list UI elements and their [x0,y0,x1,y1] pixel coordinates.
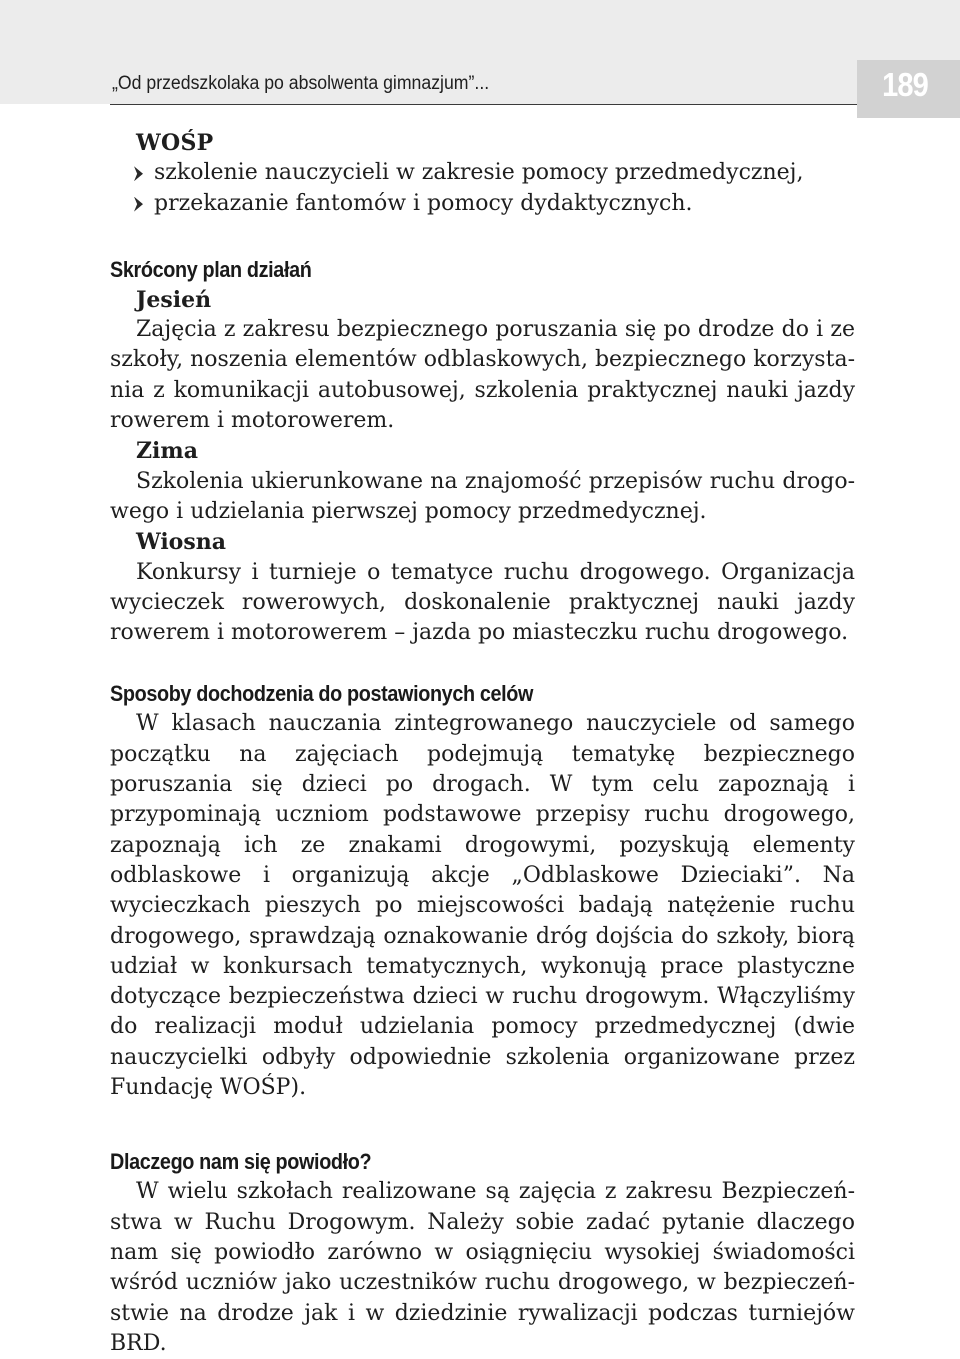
winter-text: Szkolenia ukierunkowane na znajomość przepisów ruchu drogowego i udzielania pierwszej pomocy przedmedycznej. [110,468,855,524]
spring-title: Wiosna [136,529,226,556]
bullet-arrow-icon [134,166,143,181]
list-item [110,158,855,188]
success-text: W wielu szkołach realizowane są zajęcia z zakresu Bezpieczeństwa w Ruchu Drogowym. Należy sobie zadać pytanie dlaczego nam się powiodło zarówno w osiągnięciu wysokiej świadomości wśród uczniów jako uczestników ruchu drogowego, w bezpieczeństwie na drodze jak i w dziedzinie rywalizacji podczas turniejów BRD. [110,1179,855,1356]
page-number: 189 [882,66,928,103]
success-heading: Dlaczego nam się powiodło? [110,1149,372,1175]
winter-title: Zima [136,438,198,465]
wosp-list [110,158,855,219]
autumn-title: Jesień [136,286,212,313]
list-item-text: przekazanie fantomów i pomocy dydaktycznych. [154,190,693,216]
wosp-title: WOŚP [136,130,214,156]
running-head: „Od przedszkolaka po absolwenta gimnazjum”... [112,73,490,94]
page-number-box [857,60,960,118]
list-item [110,189,855,219]
spring-text: Konkursy i turnieje o tematyce ruchu drogowego. Organizacja wycieczek rowerowych, doskonalenie praktycznej nauki jazdy rowerem i motorowerem – jazda po miasteczku ruchu drogowego. [110,559,855,646]
header-rule [110,104,857,105]
methods-heading: Sposoby dochodzenia do postawionych celów [110,681,534,707]
list-item-text: szkolenie nauczycieli w zakresie pomocy przedmedycznej, [154,160,804,186]
autumn-text: Zajęcia z zakresu bezpiecznego poruszania się po drodze do i ze szkoły, noszenia elementów odblaskowych, bezpiecznego korzystania z komunikacji autobusowej, szkolenia praktycznej nauki jazdy rowerem i motorowerem. [110,317,855,434]
methods-text: W klasach nauczania zintegrowanego nauczyciele od samego początku na zajęciach podejmują tematykę bezpiecznego poruszania się dzieci po drogach. W tym celu zapoznają i przypominają uczniom podstawowe przepisy ruchu drogowego, zapoznają ich ze znakami drogowymi, pozyskują elementy odblaskowe i organizują akcje „Odblaskowe Dzieciaki”. Na wycieczkach pieszych po miejscowości badają natężenie ruchu drogowego, sprawdzają oznakowanie dróg dojścia do szkoły, biorą udział w konkursach tematycznych, wykonują prace plastyczne dotyczące bezpieczeństwa dzieci w ruchu drogowym. Włączyliśmy do realizacji moduł udzielania pomocy przedmedycznej (dwie nauczycielki odbyły odpowiednie szkolenia organizowane przez Fundację WOŚP). [110,711,855,1101]
plan-heading: Skrócony plan działań [110,256,312,282]
page-content [110,124,855,1359]
bullet-arrow-icon [134,197,143,212]
